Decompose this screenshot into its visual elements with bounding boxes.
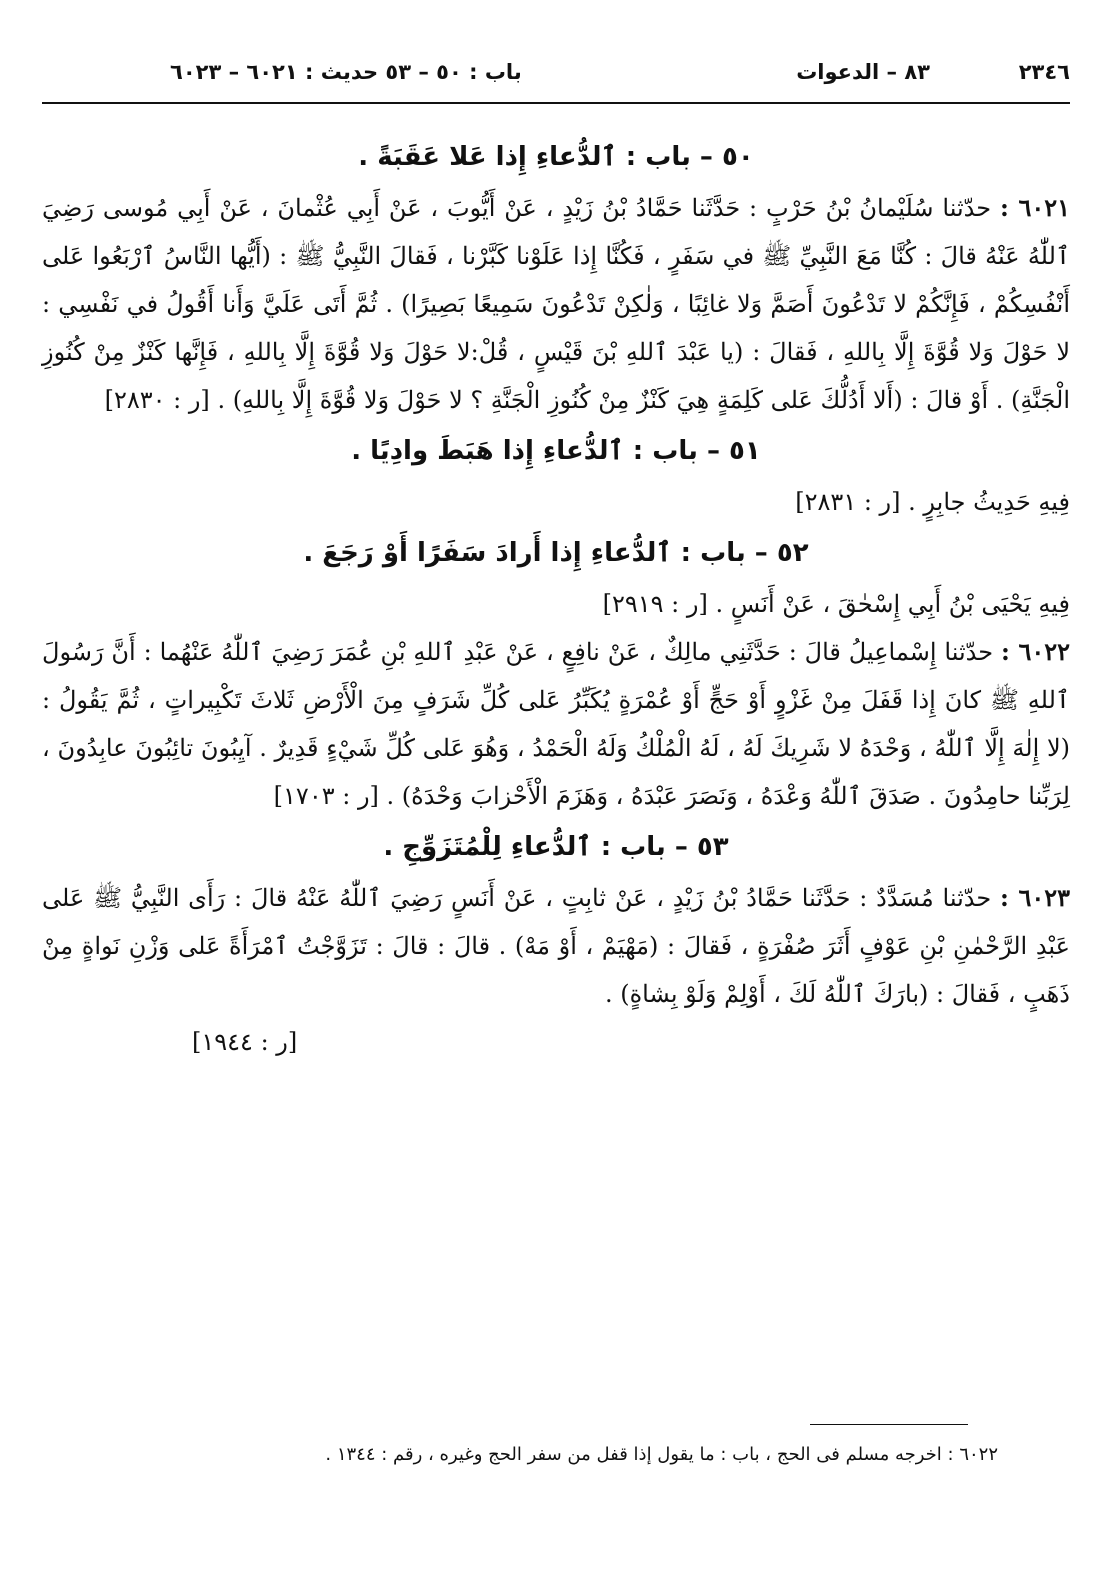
cross-reference: [ر : ٢٨٣٠] [104, 386, 210, 414]
chapter-note-52 [42, 580, 1070, 628]
hadith-6023 [42, 874, 1070, 1018]
hadith-6022 [42, 628, 1070, 820]
cross-reference: [ر : ٢٩١٩] [602, 590, 708, 618]
hadith-text: حدّثنا إِسْماعِيلُ قالَ : حَدَّثَنِي مالِكٌ ، عَنْ نافِعٍ ، عَنْ عَبْدِ ٱللهِ بْنِ عُمَرَ رَضِيَ ٱللّٰهُ عَنْهُما : أَنَّ رَسُولَ ٱللهِ ﷺ كانَ إِذا قَفَلَ مِنْ غَزْوٍ أَوْ حَجٍّ أَوْ عُمْرَةٍ يُكَبِّرُ عَلى كُلِّ شَرَفٍ مِنَ الْأَرْضِ ثَلاثَ تَكْبِيراتٍ ، ثُمَّ يَقُولُ : (لا إِلٰهَ إِلَّا ٱللّٰهُ ، وَحْدَهُ لا شَرِيكَ لَهُ ، لَهُ الْمُلْكُ وَلَهُ الْحَمْدُ ، وَهُوَ عَلى كُلِّ شَيْءٍ قَدِيرٌ . آيِبُونَ تائِبُونَ عابِدُونَ ، لِرَبِّنا حامِدُونَ . صَدَقَ ٱللّٰهُ وَعْدَهُ ، وَنَصَرَ عَبْدَهُ ، وَهَزَمَ الْأَحْزابَ وَحْدَهُ) . [42, 638, 1070, 810]
hadith-number: ٦٠٢١ : [999, 193, 1070, 222]
note-text: فِيهِ حَدِيثُ جابِرٍ . [908, 488, 1070, 516]
note-text: فِيهِ يَحْيَى بْنُ أَبِي إِسْحٰقَ ، عَنْ أَنَسٍ . [715, 590, 1070, 618]
footnote-divider [810, 1424, 968, 1425]
main-text [42, 130, 1070, 1066]
footnote: ٦٠٢٢ : اخرجه مسلم فى الحج ، باب : ما يقول إذا قفل من سفر الحج وغيره ، رقم : ١٣٤٤ . [325, 1444, 998, 1465]
cross-reference: [ر : ١٧٠٣] [273, 782, 379, 810]
chapter-hadith-range: باب : ٥٠ – ٥٣ حديث : ٦٠٢١ – ٦٠٢٣ [170, 60, 522, 84]
hadith-6021 [42, 184, 1070, 424]
chapter-heading-51: ٥١ – باب : ٱلدُّعاءِ إِذا هَبَطَ وادِيًا . [351, 436, 761, 466]
page-number: ٢٣٤٦ [1018, 60, 1070, 84]
chapter-heading-52: ٥٢ – باب : ٱلدُّعاءِ إِذا أَرادَ سَفَرًا أَوْ رَجَعَ . [303, 538, 809, 568]
hadith-number: ٦٠٢٢ : [1000, 637, 1070, 666]
cross-reference: [ر : ٢٨٣١] [795, 488, 901, 516]
header-divider [42, 102, 1070, 104]
chapter-heading-50: ٥٠ – باب : ٱلدُّعاءِ إِذا عَلا عَقَبَةً . [358, 142, 754, 172]
running-head [40, 52, 1070, 96]
chapter-note-51 [42, 478, 1070, 526]
cross-reference: [ر : ١٩٤٤] [192, 1028, 298, 1056]
hadith-number: ٦٠٢٣ : [1000, 883, 1070, 912]
hadith-text: حدّثنا سُلَيْمانُ بْنُ حَرْبٍ : حَدَّثَنا حَمَّادُ بْنُ زَيْدٍ ، عَنْ أَيُّوبَ ، عَنْ أَبِي عُثْمانَ ، عَنْ أَبِي مُوسى رَضِيَ ٱللّٰهُ عَنْهُ قالَ : كُنَّا مَعَ النَّبِيِّ ﷺ في سَفَرٍ ، فَكُنَّا إِذا عَلَوْنا كَبَّرْنا ، فَقالَ النَّبِيُّ ﷺ : (أَيُّها النَّاسُ ٱرْبَعُوا عَلى أَنْفُسِكُمْ ، فَإِنَّكُمْ لا تَدْعُونَ أَصَمَّ وَلا غائِبًا ، وَلٰكِنْ تَدْعُونَ سَمِيعًا بَصِيرًا) . ثُمَّ أَتَى عَلَيَّ وَأَنا أَقُولُ في نَفْسِي : لا حَوْلَ وَلا قُوَّةَ إِلَّا بِاللهِ ، فَقالَ : (يا عَبْدَ ٱللهِ بْنَ قَيْسٍ ، قُلْ:لا حَوْلَ وَلا قُوَّةَ إِلَّا بِاللهِ ، فَإِنَّها كَنْزٌ مِنْ كُنُوزِ الْجَنَّةِ) . أَوْ قالَ : (أَلا أَدُلُّكَ عَلى كَلِمَةٍ هِيَ كَنْزٌ مِنْ كُنُوزِ الْجَنَّةِ ؟ لا حَوْلَ وَلا قُوَّةَ إِلَّا بِاللهِ) . [42, 194, 1070, 414]
book-title: ٨٣ – الدعوات [796, 60, 930, 84]
cross-reference-line [42, 1018, 1070, 1066]
hadith-text: حدّثنا مُسَدَّدٌ : حَدَّثَنا حَمَّادُ بْنُ زَيْدٍ ، عَنْ ثابِتٍ ، عَنْ أَنَسٍ رَضِيَ ٱللّٰهُ عَنْهُ قالَ : رَأَى النَّبِيُّ ﷺ عَلى عَبْدِ الرَّحْمٰنِ بْنِ عَوْفٍ أَثَرَ صُفْرَةٍ ، فَقالَ : (مَهْيَمْ ، أَوْ مَهْ) . قالَ : قالَ : تَزَوَّجْتُ ٱمْرَأَةً عَلى وَزْنِ نَواةٍ مِنْ ذَهَبٍ ، فَقالَ : (بارَكَ ٱللّٰهُ لَكَ ، أَوْلِمْ وَلَوْ بِشاةٍ) . [42, 884, 1070, 1008]
chapter-heading-53: ٥٣ – باب : ٱلدُّعاءِ لِلْمُتَزَوِّجِ . [383, 832, 729, 862]
